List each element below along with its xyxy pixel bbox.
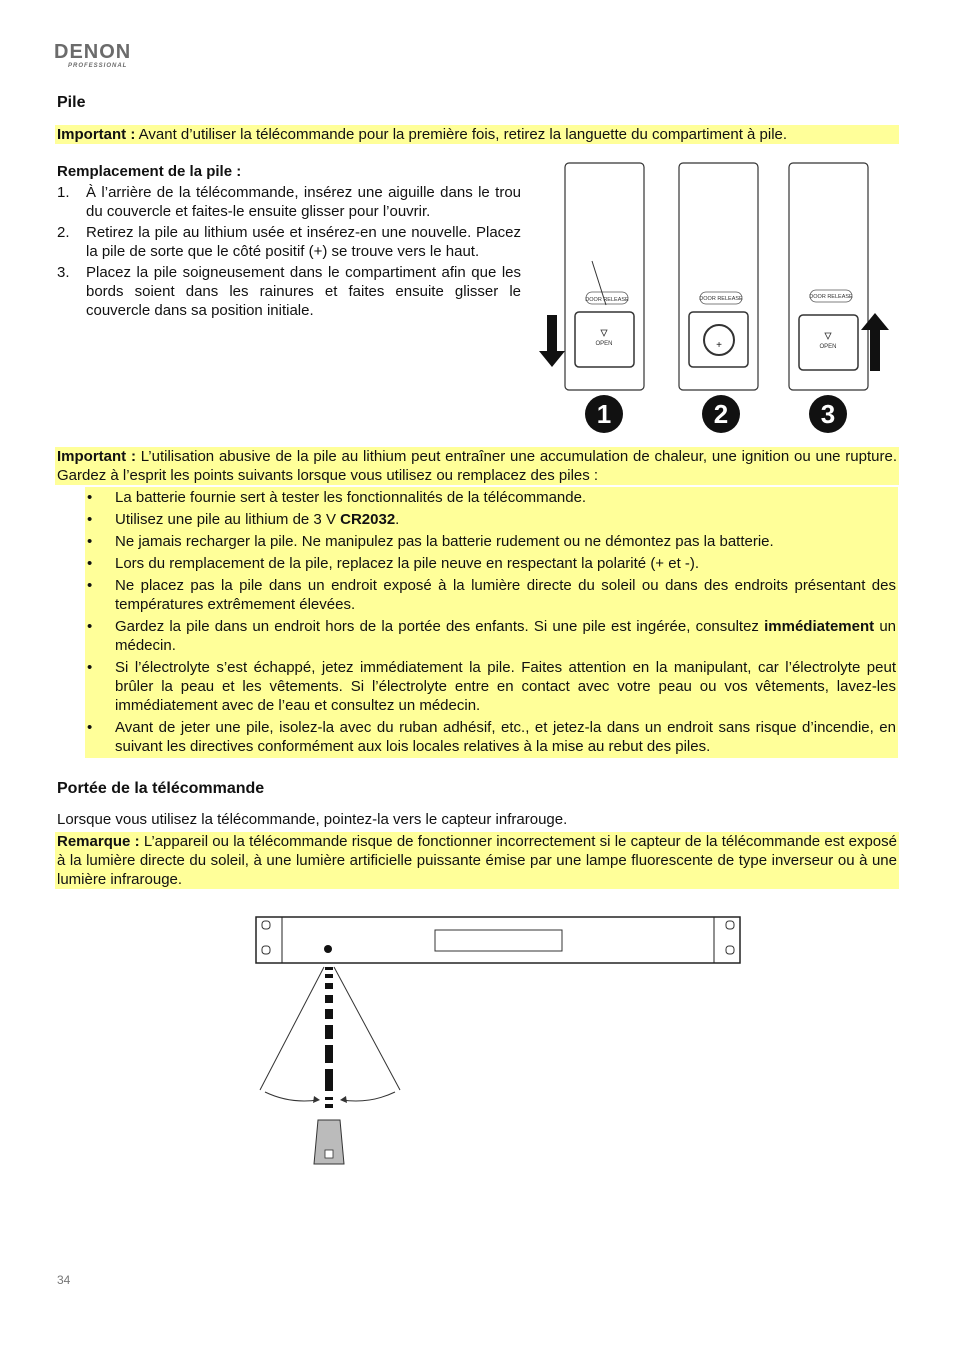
- note-label: Remarque :: [57, 833, 140, 850]
- battery-plus-label: +: [716, 340, 722, 351]
- remote-range-figure: [210, 912, 750, 1172]
- step-badge-1: [585, 395, 623, 433]
- list-item: [85, 657, 898, 717]
- bullet-dot: •: [87, 533, 93, 550]
- bullet-dot: •: [87, 489, 93, 506]
- list-item: [85, 531, 898, 553]
- battery-safety-list: [85, 487, 898, 758]
- list-item-text: un médecin.: [115, 618, 897, 654]
- logo-subtitle: PROFESSIONAL: [68, 63, 128, 69]
- range-note: [55, 832, 899, 889]
- list-item-text: Lors du remplacement de la pile, replacez la pile neuve en respectant la polarité (+ et -).: [115, 555, 700, 572]
- list-item: [85, 509, 898, 531]
- step-text: À l’arrière de la télécommande, insérez une aiguille dans le trou du couvercle et faites-le ensuite glisser pour l’ouvrir.: [86, 184, 521, 220]
- angle-arc-left: [265, 1092, 318, 1101]
- open-label: OPEN: [819, 344, 837, 350]
- list-item-text: La batterie fournie sert à tester les fonctionnalités de la télécommande.: [115, 489, 587, 506]
- important-label: Important :: [57, 126, 136, 143]
- step-item: [57, 223, 521, 261]
- step-item: [57, 263, 521, 320]
- important-text: Avant d’utiliser la télécommande pour la première fois, retirez la languette du compartiment à pile.: [135, 126, 788, 143]
- arc-arrowhead-right-icon: [340, 1096, 347, 1103]
- door-release-label: DOOR RELEASE: [585, 297, 629, 303]
- door-release-label: DOOR RELEASE: [699, 296, 743, 302]
- step-item: [57, 183, 521, 221]
- warning-label: Important :: [57, 448, 136, 465]
- angle-arc-right: [342, 1092, 395, 1101]
- ir-sensor-dot: [324, 945, 332, 953]
- step-badge-number: 1: [596, 399, 612, 429]
- range-right-line: [334, 967, 400, 1090]
- section-title-battery: Pile: [57, 94, 86, 111]
- list-item-text: Utilisez une pile au lithium de 3 V: [115, 511, 341, 528]
- list-item-text: .: [395, 511, 400, 528]
- replacement-title: Remplacement de la pile :: [57, 163, 242, 180]
- remote-control-icon: [314, 1120, 344, 1164]
- list-item-bold: CR2032: [340, 511, 396, 528]
- remote-step-1: [565, 163, 644, 390]
- arrow-down-icon: [539, 315, 565, 367]
- brand-logo: [54, 42, 134, 70]
- door-release-label: DOOR RELEASE: [809, 294, 853, 300]
- important-warning: [55, 447, 899, 485]
- open-label: OPEN: [595, 341, 613, 347]
- section-title-range: Portée de la télécommande: [57, 780, 265, 797]
- step-text: Placez la pile soigneusement dans le compartiment afin que les bords soient dans les rainures et faites ensuite glisser le couvercle dans sa position initiale.: [86, 264, 521, 319]
- step-number: 1.: [57, 184, 70, 201]
- bullet-dot: •: [87, 659, 93, 676]
- remote-step-2: [679, 163, 758, 390]
- bullet-dot: •: [87, 577, 93, 594]
- list-item: [85, 575, 898, 616]
- list-item-text: Ne jamais recharger la pile. Ne manipulez pas la batterie rudement ou ne démontez pas la batterie.: [115, 533, 774, 550]
- step-text: Retirez la pile au lithium usée et insérez-en une nouvelle. Placez la pile de sorte que le côté positif (+) se trouve vers le haut.: [86, 224, 521, 260]
- list-item: [85, 717, 898, 758]
- range-left-line: [260, 967, 324, 1090]
- logo-wordmark: DENON: [54, 41, 132, 63]
- list-item: [85, 616, 898, 657]
- list-item: [85, 487, 898, 509]
- note-text: L’appareil ou la télécommande risque de fonctionner incorrectement si le capteur de la télécommande est exposé à la lumière directe du soleil, à une lumière artificielle puissante émise par une lampe fluorescente de type inverseur ou à une lumière infrarouge.: [57, 833, 897, 888]
- list-item-text: Ne placez pas la pile dans un endroit exposé à la lumière directe du soleil ou dans des endroits présentant des températures extrêmement élevées.: [115, 577, 896, 613]
- bullet-dot: •: [87, 511, 93, 528]
- remote-step-3: [789, 163, 868, 390]
- important-note-first-use: [55, 125, 899, 144]
- list-item: [85, 553, 898, 575]
- step-number: 3.: [57, 264, 70, 281]
- list-item-text: Gardez la pile dans un endroit hors de la portée des enfants. Si une pile est ingérée, consultez: [115, 618, 765, 635]
- bullet-dot: •: [87, 555, 93, 572]
- page-number: 34: [57, 1273, 71, 1287]
- battery-replacement-figure: [530, 155, 900, 440]
- warning-text: L’utilisation abusive de la pile au lithium peut entraîner une accumulation de chaleur, une ignition ou une rupture. Gardez à l’esprit les points suivants lorsque vous utilisez ou remplacez des piles :: [57, 448, 898, 484]
- range-intro: Lorsque vous utilisez la télécommande, pointez-la vers le capteur infrarouge.: [57, 811, 568, 828]
- device-front-panel: [256, 917, 740, 963]
- list-item-text: Si l’électrolyte s’est échappé, jetez immédiatement la pile. Faites attention en la manipulant, car l’électrolyte peut brûler la peau et les vêtements. Si l’électrolyte entre en contact avec votre peau ou vos vêtements, lavez-les immédiatement avec de l’eau et consultez un médecin.: [115, 659, 896, 714]
- list-item-text: Avant de jeter une pile, isolez-la avec du ruban adhésif, etc., et jetez-la dans un endroit sans risque d’incendie, en suivant les directives conformément aux lois locales relatives à la mise au rebut des piles.: [115, 719, 896, 755]
- step-badge-number: 3: [820, 399, 836, 429]
- bullet-dot: •: [87, 719, 93, 736]
- step-number: 2.: [57, 224, 70, 241]
- bullet-dot: •: [87, 618, 93, 635]
- step-badge-2: [702, 395, 740, 433]
- step-badge-number: 2: [713, 399, 729, 429]
- list-item-bold: immédiatement: [764, 618, 875, 635]
- arc-arrowhead-left-icon: [313, 1096, 320, 1103]
- replacement-steps: [57, 162, 521, 322]
- step-badge-3: [809, 395, 847, 433]
